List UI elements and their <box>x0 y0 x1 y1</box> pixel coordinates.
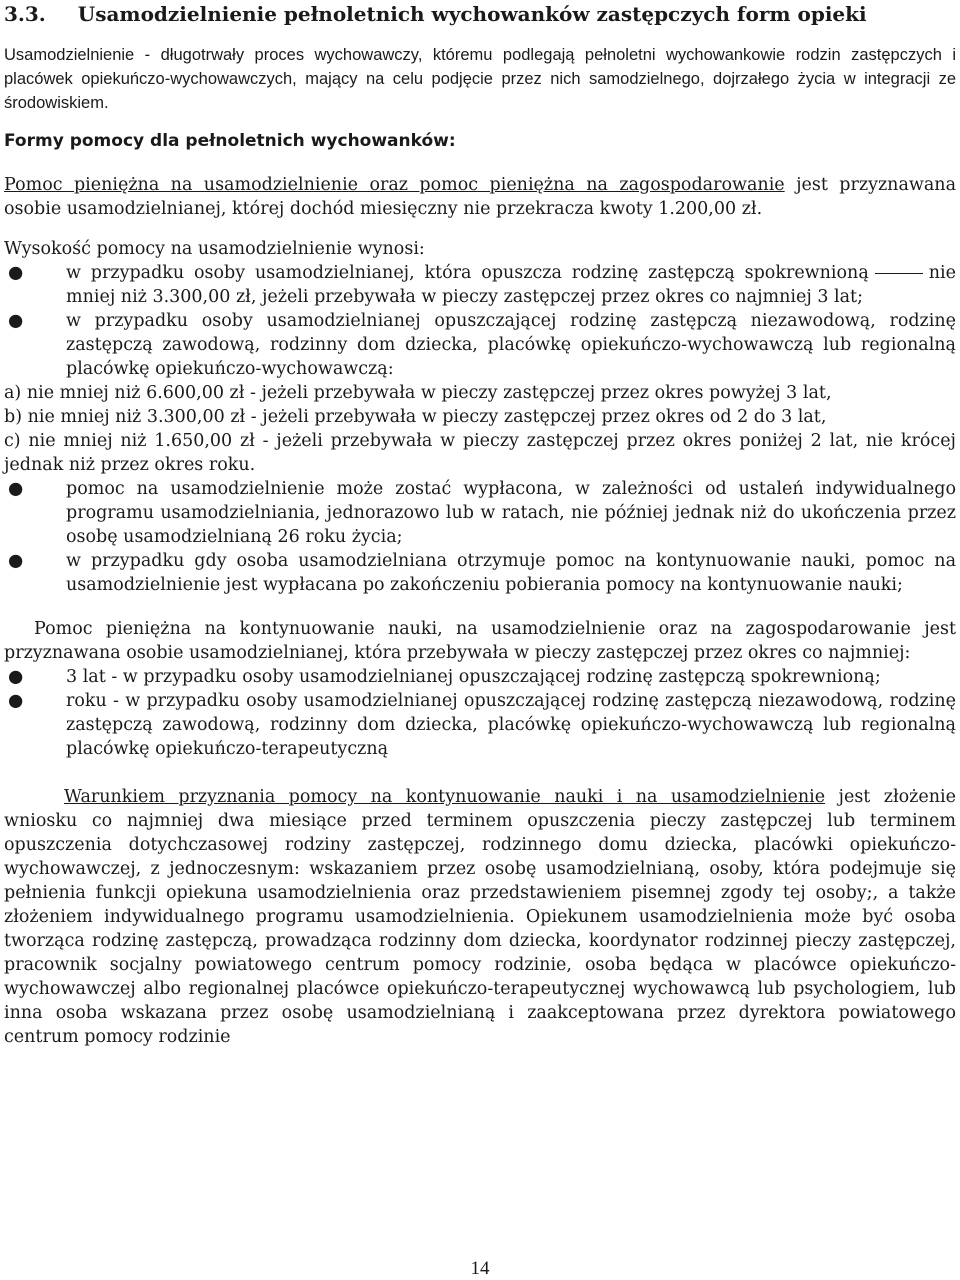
list-item-text: w przypadku gdy osoba usamodzielniana otrzymuje pomoc na kontynuowanie nauki, pomoc na usamodzielnienie jest wypłacana po zakończeniu pobierania pomocy na kontynuowanie nauki; <box>66 551 956 595</box>
bullet-icon: ● <box>8 263 24 283</box>
forms-heading: Formy pomocy dla pełnoletnich wychowanków: <box>4 131 456 151</box>
section-heading <box>4 2 956 26</box>
amount-bullet-list <box>4 261 956 381</box>
list-item <box>4 309 956 381</box>
cash-aid-text: jest przyznawana osobie usamodzielnianej, której dochód miesięczny nie przekracza kwoty 1.200,00 zł. <box>4 175 957 219</box>
conditions-underlined: Warunkiem przyznania pomocy na kontynuowanie nauki i na usamodzielnienie <box>64 787 826 807</box>
document-page <box>4 0 956 1049</box>
cash-aid-underlined: Pomoc pieniężna na usamodzielnienie oraz pomoc pieniężna na zagospodarowanie <box>4 175 785 195</box>
bullet-icon: ● <box>8 479 24 499</box>
period-bullet-list <box>4 665 956 761</box>
list-item-text-continued: nie mniej niż 3.300,00 zł, jeżeli przebywała w pieczy zastępczej przez okres co najmniej 3 lat; <box>66 263 956 307</box>
sub-item-a: a) nie mniej niż 6.600,00 zł - jeżeli przebywała w pieczy zastępczej przez okres powyżej 3 lat, <box>4 383 832 403</box>
list-item-text: pomoc na usamodzielnienie może zostać wypłacona, w zależności od ustaleń indywidualnego programu usamodzielniania, jednorazowo lub w ratach, nie później jednak niż do ukończenia przez osobę usamodzielnianą 26 roku życia; <box>66 479 956 547</box>
bullet-icon: ● <box>8 311 24 331</box>
list-item-text: w przypadku osoby usamodzielnianej opuszczającej rodzinę zastępczą niezawodową, rodzinę zastępczą zawodową, rodzinny dom dziecka, placówkę opiekuńczo-wychowawczą lub regionalną placówkę opiekuńczo-wychowawczą: <box>66 311 956 379</box>
education-aid-paragraph: Pomoc pieniężna na kontynuowanie nauki, na usamodzielnienie oraz na zagospodarowanie jest przyznawana osobie usamodzielnianej, która przebywała w pieczy zastępczej przez okres co najmniej: <box>4 619 956 663</box>
list-item-text: roku - w przypadku osoby usamodzielnianej opuszczającej rodzinę zastępczą niezawodową, rodzinę zastępczą zawodową, rodzinny dom dziecka, placówkę opiekuńczo-wychowawczą lub regionalną placówkę opiekuńczo-terapeutyczną <box>66 691 956 759</box>
em-dash-line <box>875 273 923 274</box>
cash-aid-paragraph <box>4 173 956 221</box>
list-item <box>4 261 956 309</box>
list-item <box>4 477 956 549</box>
list-item <box>4 549 956 597</box>
section-number: 3.3. <box>4 2 46 26</box>
list-item <box>4 689 956 761</box>
bullet-icon: ● <box>8 667 24 687</box>
section-title: Usamodzielnienie pełnoletnich wychowanków zastępczych form opieki <box>77 2 867 26</box>
amount-sub-items <box>4 381 956 477</box>
bullet-icon: ● <box>8 691 24 711</box>
sub-item-c: c) nie mniej niż 1.650,00 zł - jeżeli przebywała w pieczy zastępczej przez okres poniżej 2 lat, nie krócej jednak niż przez okres roku. <box>4 431 956 475</box>
sub-item-b: b) nie mniej niż 3.300,00 zł - jeżeli przebywała w pieczy zastępczej przez okres od 2 do 3 lat, <box>4 407 827 427</box>
list-item <box>4 665 956 689</box>
list-item-text: 3 lat - w przypadku osoby usamodzielnianej opuszczającej rodzinę zastępczą spokrewnioną; <box>66 667 881 687</box>
conditions-paragraph <box>4 785 956 1049</box>
amount-intro: Wysokość pomocy na usamodzielnienie wynosi: <box>4 239 425 259</box>
page-number: 14 <box>470 1258 490 1279</box>
conditions-text: jest złożenie wniosku co najmniej dwa miesiące przed terminem opuszczenia pieczy zastępczej lub terminem opuszczenia dotychczasowej rodziny zastępczej, rodzinnego domu dziecka, placówki opiekuńczo-wychowawczej, z jednoczesnym: wskazaniem przez osobę usamodzielnianą, osoby, która podejmuje się pełnienia funkcji opiekuna usamodzielnienia oraz przedstawieniem pisemnej zgody tej osoby;, a także złożeniem indywidualnego programu usamodzielnienia. Opiekunem usamodzielnienia może być osoba tworząca rodzinę zastępczą, prowadząca rodzinny dom dziecka, koordynator rodzinnej pieczy zastępczej, pracownik socjalny powiatowego centrum pomocy rodzinie, osoba będąca w placówce opiekuńczo-wychowawczej albo regionalnej placówce opiekuńczo-terapeutycznej wychowawcą lub psychologiem, lub inna osoba wskazana przez osobę usamodzielnianą i zaakceptowana przez dyrektora powiatowego centrum pomocy rodzinie <box>4 787 956 1047</box>
bullet-icon: ● <box>8 551 24 571</box>
list-item-text: w przypadku osoby usamodzielnianej, która opuszcza rodzinę zastępczą spokrewnioną <box>66 263 869 283</box>
intro-paragraph: Usamodzielnienie - długotrwały proces wychowawczy, któremu podlegają pełnoletni wychowankowie rodzin zastępczych i placówek opiekuńczo-wychowawczych, mający na celu podjęcie przez nich samodzielnego, dojrzałego życia w integracji ze środowiskiem. <box>4 46 956 112</box>
payment-bullet-list <box>4 477 956 597</box>
